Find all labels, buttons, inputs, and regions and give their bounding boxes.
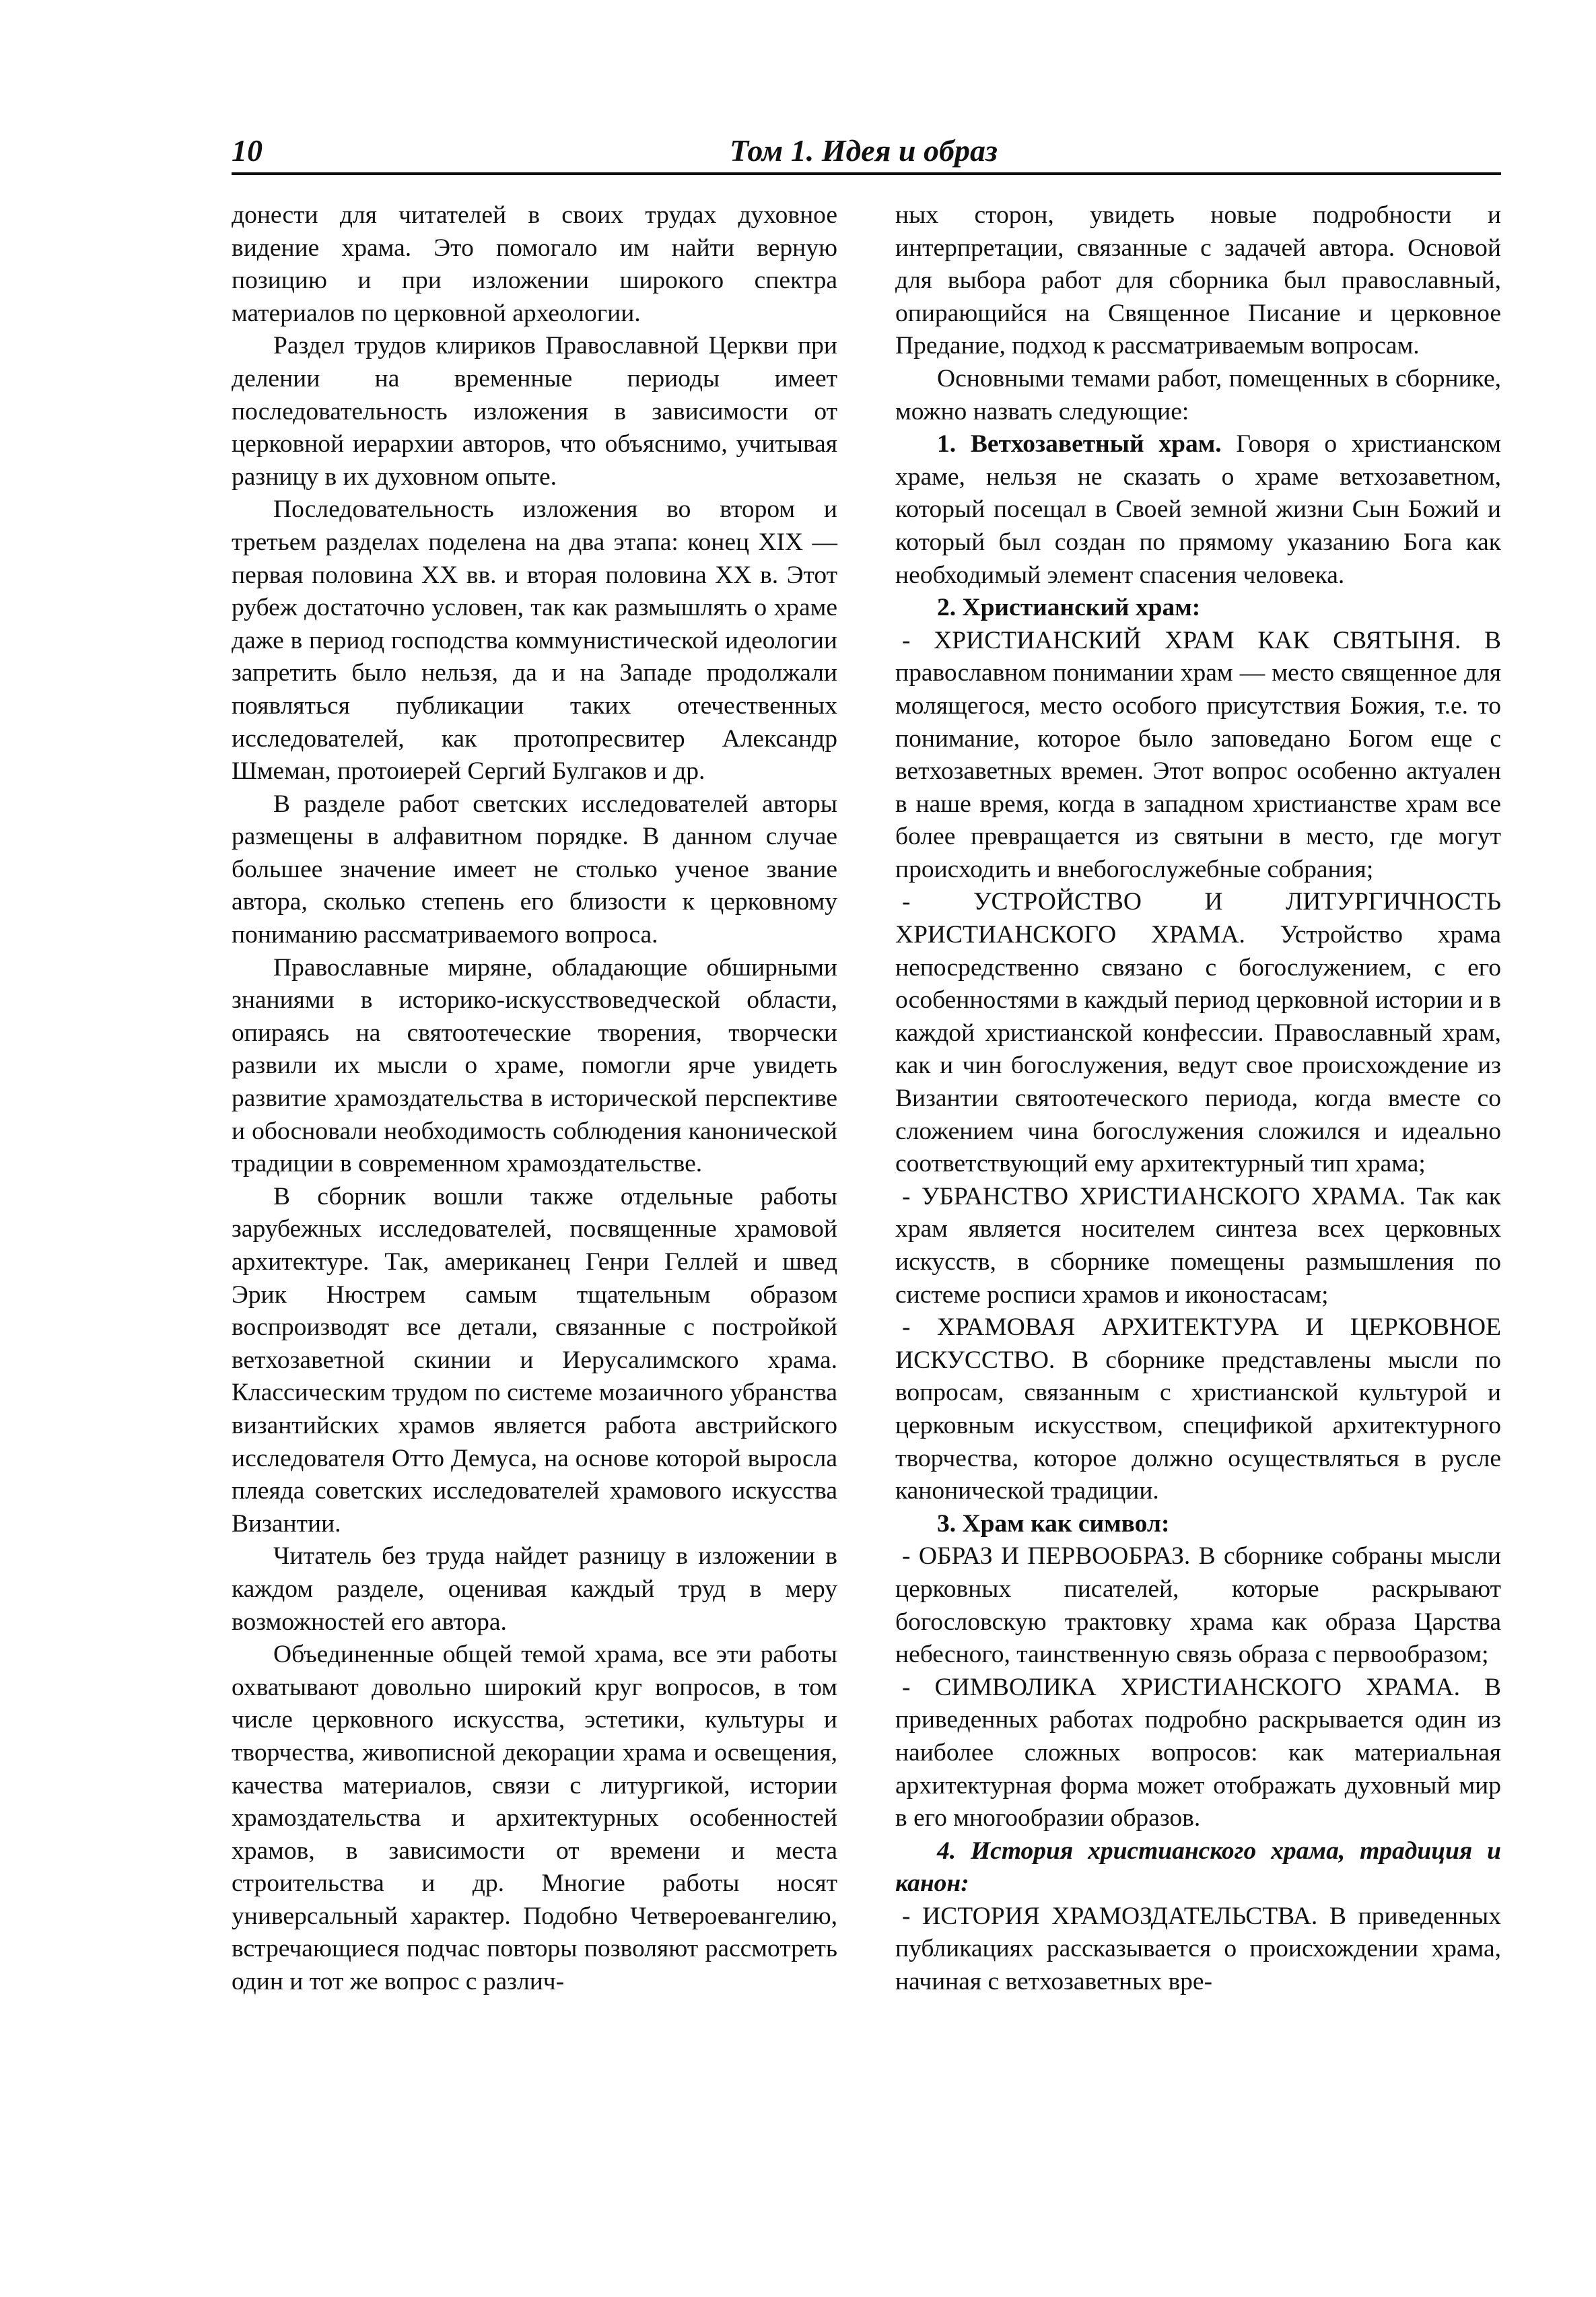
- page-number: 10: [232, 133, 263, 168]
- page-header: [232, 132, 1501, 175]
- section-2-title: 2. Христианский храм:: [937, 594, 1201, 622]
- list-item: - ХРАМОВАЯ АРХИТЕКТУРА И ЦЕРКОВНОЕ ИСКУССТВО. В сборнике представлены мысли по вопросам, связанным с христианской культурой и церковным искусством, спецификой архитектурного творчества, которое должно осуществляться в русле канонической традиции.: [895, 1313, 1501, 1505]
- left-column: [232, 199, 837, 1999]
- list-item: - ИСТОРИЯ ХРАМОЗДАТЕЛЬСТВА. В приведенных публикациях рассказывается о происхождении храма, начиная с ветхозаветных вре-: [895, 1902, 1501, 1996]
- section-1-title: 1. Ветхозаветный храм.: [937, 430, 1222, 458]
- paragraph: Последовательность изложения во втором и третьем разделах поделена на два этапа: конец XIX — первая половина XX вв. и вторая половина XX в. Этот рубеж достаточно условен, так как размышлять о храме даже в период господства коммунистической идеологии запретить было нельзя, да и на Западе продолжали появляться публикации таких отечественных исследователей, как протопресвитер Александр Шмеман, протоиерей Сергий Булгаков и др.: [232, 495, 837, 786]
- paragraph: Основными темами работ, помещенных в сборнике, можно назвать следующие:: [895, 364, 1501, 425]
- paragraph: В разделе работ светских исследователей авторы размещены в алфавитном порядке. В данном случае большее значение имеет не столько ученое звание автора, сколько степень его близости к церковному пониманию рассматриваемого вопроса.: [232, 790, 837, 949]
- paragraph: В сборник вошли также отдельные работы зарубежных исследователей, посвященные храмовой архитектуре. Так, американец Генри Геллей и швед Эрик Нюстрем самым тщательным образом воспроизводят все детали, связанные с постройкой ветхозаветной скинии и Иерусалимского храма. Классическим трудом по системе мозаичного убранства византийских храмов является работа австрийского исследователя Отто Демуса, на основе которой выросла плеяда советских исследователей храмового искусства Византии.: [232, 1182, 837, 1538]
- list-item: - ХРИСТИАНСКИЙ ХРАМ КАК СВЯТЫНЯ. В православном понимании храм — место священное для молящегося, место особого присутствия Божия, т.е. то понимание, которое было заповедано Богом еще с ветхозаветных времен. Этот вопрос особенно актуален в наше время, когда в западном христианстве храм все более превращается из святыни в место, где могут происходить и внебогослужебные собрания;: [895, 626, 1501, 883]
- paragraph: донести для читателей в своих трудах духовное видение храма. Это помогало им найти верную позицию и при изложении широкого спектра материалов по церковной археологии.: [232, 201, 837, 327]
- paragraph: Читатель без труда найдет разницу в изложении в каждом разделе, оценивая каждый труд в меру возможностей его автора.: [232, 1542, 837, 1636]
- list-item: - УСТРОЙСТВО И ЛИТУРГИЧНОСТЬ ХРИСТИАНСКОГО ХРАМА. Устройство храма непосредственно связано с богослужением, с его особенностями в каждый период церковной истории и в каждой христианской конфессии. Православный храм, как и чин богослужения, ведут свое происхождение из Византии святоотеческого периода, когда вместе со сложением чина богослужения сложился и идеально соответствующий ему архитектурный тип храма;: [895, 888, 1501, 1178]
- section-3-title: 3. Храм как символ:: [937, 1509, 1170, 1538]
- paragraph: Объединенные общей темой храма, все эти работы охватывают довольно широкий круг вопросов, в том числе церковного искусства, эстетики, культуры и творчества, живописной декорации храма и освещения, качества материалов, связи с литургикой, истории храмоздательства и архитектурных особенностей храмов, в зависимости от времени и места строительства и др. Многие работы носят универсальный характер. Подобно Четвероевангелию, встречающиеся подчас повторы позволяют рассмотреть один и тот же вопрос с различ-: [232, 1641, 837, 1996]
- section-4-title: 4. История христианского храма, традиция и канон:: [895, 1837, 1501, 1898]
- list-item: - СИМВОЛИКА ХРИСТИАНСКОГО ХРАМА. В приведенных работах подробно раскрывается один из наиболее сложных вопросов: как материальная архитектурная форма может отображать духовный мир в его многообразии образов.: [895, 1673, 1501, 1832]
- section-1-paragraph: [895, 428, 1501, 592]
- list-item: - ОБРАЗ И ПЕРВООБРАЗ. В сборнике собраны мысли церковных писателей, которые раскрывают богословскую трактовку храма как образа Царства небесного, таинственную связь образа с первообразом;: [895, 1542, 1501, 1669]
- right-column: [895, 199, 1501, 1999]
- section-1-text: Говоря о христианском храме, нельзя не сказать о храме ветхозаветном, который посещал в Своей земной жизни Сын Божий и который был создан по прямому указанию Бога как необходимый элемент спасения человека.: [895, 430, 1501, 589]
- paragraph: ных сторон, увидеть новые подробности и интерпретации, связанные с задачей автора. Основой для выбора работ для сборника был православный, опирающийся на Священное Писание и церковное Предание, подход к рассматриваемым вопросам.: [895, 201, 1501, 360]
- running-head: Том 1. Идея и образ: [730, 133, 998, 168]
- paragraph: Раздел трудов клириков Православной Церкви при делении на временные периоды имеет последовательность изложения в зависимости от церковной иерархии авторов, что объяснимо, учитывая разницу в их духовном опыте.: [232, 332, 837, 491]
- paragraph: Православные миряне, обладающие обширными знаниями в историко-искусствоведческой области, опираясь на святоотеческие творения, творчески развили их мысли о храме, помогли ярче увидеть развитие храмоздательства в исторической перспективе и обосновали необходимость соблюдения канонической традиции в современном храмоздательстве.: [232, 953, 837, 1178]
- list-item: - УБРАНСТВО ХРИСТИАНСКОГО ХРАМА. Так как храм является носителем синтеза всех церковных искусств, в сборнике помещены размышления по системе росписи храмов и иконостасам;: [895, 1182, 1501, 1309]
